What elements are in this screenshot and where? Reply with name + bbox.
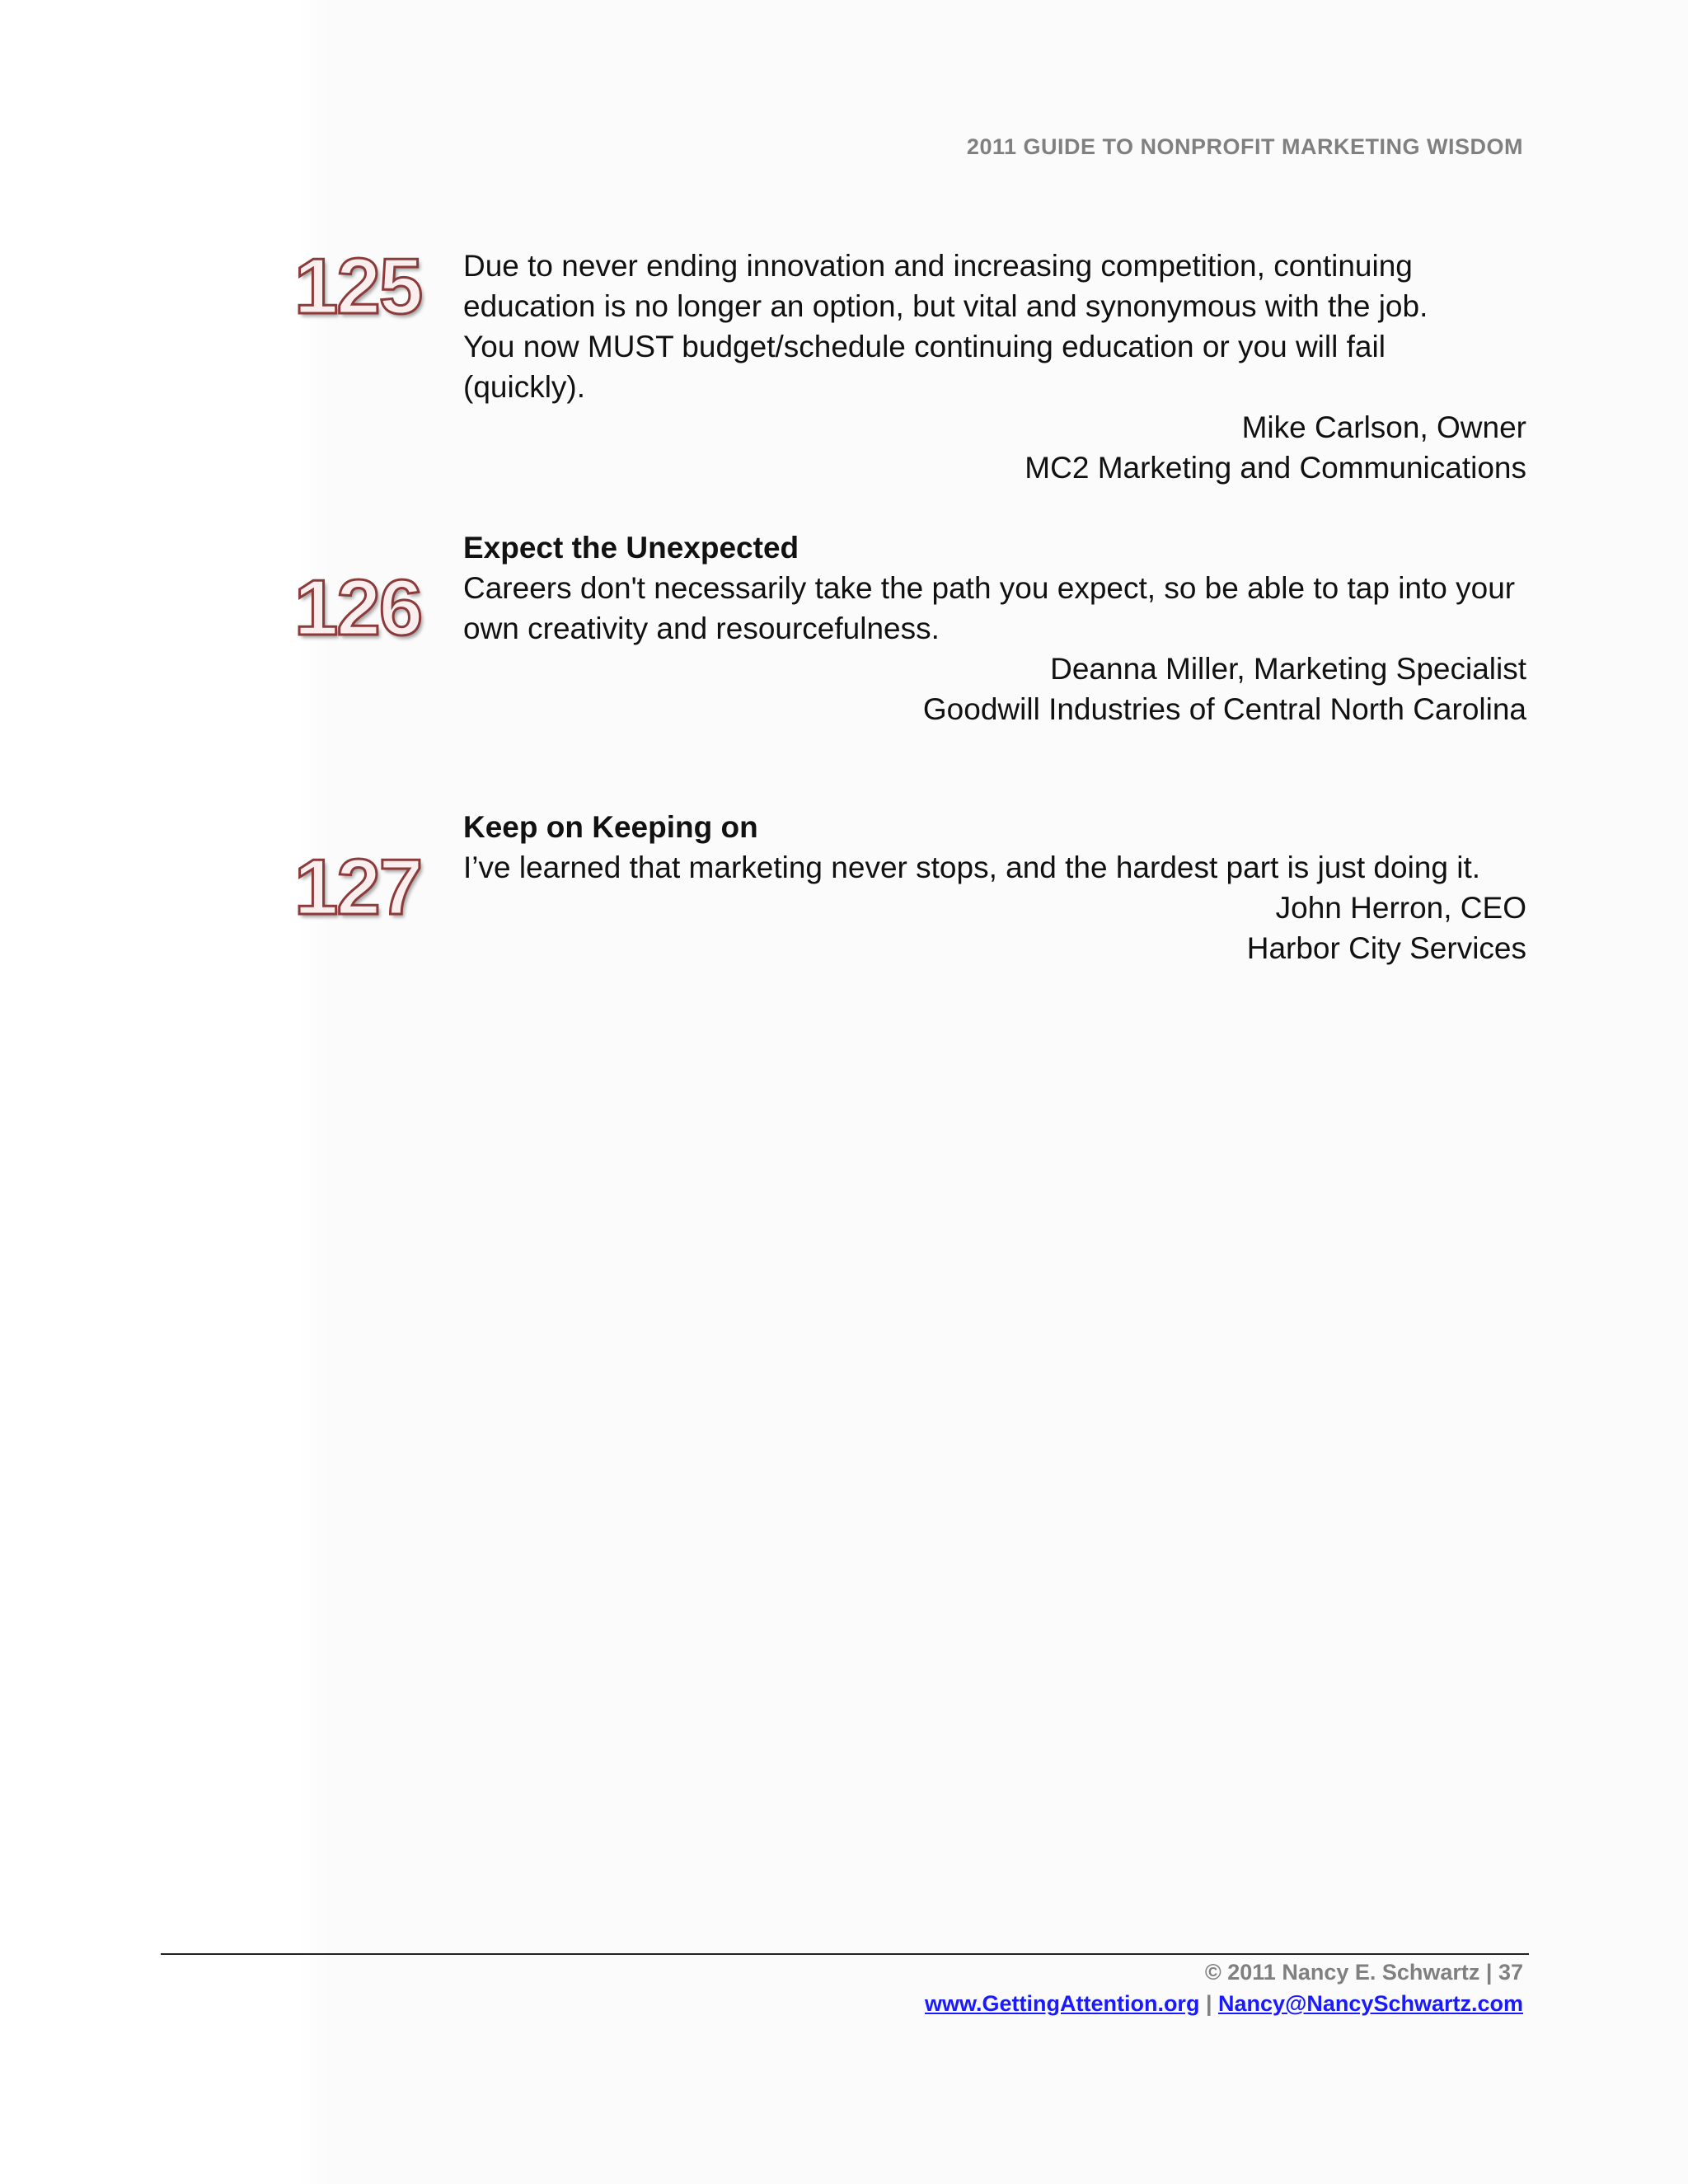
tip-organization: Harbor City Services (1246, 931, 1526, 965)
tip-body: Due to never ending innovation and increasing competition, continuing education is no longer an option, but vital and synonymous with the job. You now MUST budget/schedule continuing education or you will fail (quickly). (463, 249, 1428, 404)
tip-text-column (463, 527, 1526, 729)
tip-number-badge: 127 (294, 843, 422, 931)
tip-title: Expect the Unexpected (463, 531, 799, 565)
tip-body: I’ve learned that marketing never stops, and the hardest part is just doing it. (463, 851, 1481, 884)
email-link[interactable]: Nancy@NancySchwartz.com (1218, 1991, 1523, 2016)
tip-text-column (463, 246, 1526, 488)
tip-author: Deanna Miller, Marketing Specialist (1050, 652, 1526, 686)
footer-copyright: © 2011 Nancy E. Schwartz | 37 (1204, 1960, 1523, 1985)
website-link[interactable]: www.GettingAttention.org (924, 1991, 1200, 2016)
footer-separator: | (1205, 1991, 1212, 2016)
tip-number-badge: 126 (294, 564, 422, 652)
tip-title: Keep on Keeping on (463, 810, 758, 844)
tip-number-badge: 125 (294, 242, 422, 330)
tip-text-column (463, 807, 1526, 968)
tip-organization: MC2 Marketing and Communications (1025, 451, 1526, 485)
tip-author: John Herron, CEO (1275, 891, 1526, 925)
tip-author: Mike Carlson, Owner (1241, 410, 1526, 444)
footer-divider (161, 1953, 1529, 1955)
running-header: 2011 GUIDE TO NONPROFIT MARKETING WISDOM (966, 134, 1523, 159)
tip-body: Careers don't necessarily take the path you expect, so be able to tap into your own creativity and resourcefulness. (463, 571, 1516, 645)
tip-organization: Goodwill Industries of Central North Carolina (922, 692, 1526, 726)
footer-links (925, 1991, 1523, 2017)
